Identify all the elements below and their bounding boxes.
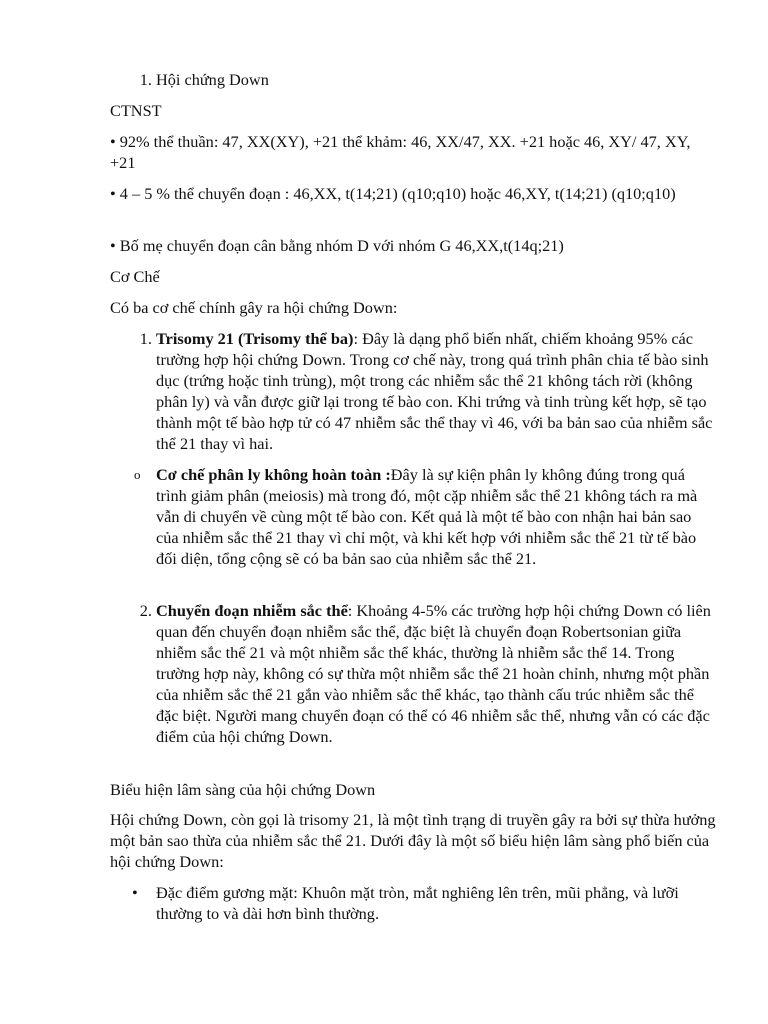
heading-number: 1.	[139, 70, 152, 89]
bullet-text: Đặc điểm gương mặt: Khuôn mặt tròn, mắt nghiêng lên trên, mũi phẳng, và lưỡi thường to và dài hơn bình thường.	[156, 883, 679, 923]
mechanism-item-1	[139, 328, 716, 454]
ctnst-label: CTNST	[110, 101, 162, 120]
item-term: Chuyển đoạn nhiễm sắc thể	[156, 601, 348, 620]
item-text: : Khoảng 4-5% các trường hợp hội chứng Down có liên quan đến chuyển đoạn nhiễm sắc thể, đặc biệt là chuyển đoạn Robertsonian giữa nhiễm sắc thể 21 và một nhiễm sắc thể khác, thường là nhiễm sắc thể 14. Trong trường hợp này, không có sự thừa một nhiễm sắc thể 21 hoàn chỉnh, nhưng một phần của nhiễm sắc thể 21 gắn vào nhiễm sắc thể khác, tạo thành cấu trúc nhiễm sắc thể đặc biệt. Người mang chuyển đoạn có thể có 46 nhiễm sắc thể, nhưng vẫn có các đặc điểm của hội chứng Down.	[156, 601, 711, 746]
subitem-term: Cơ chế phân ly không hoàn toàn :	[156, 465, 391, 484]
item-term: Trisomy 21 (Trisomy thể ba)	[156, 329, 354, 348]
item-number: 2.	[139, 601, 152, 620]
item-text: : Đây là dạng phổ biến nhất, chiếm khoảng 95% các trường hợp hội chứng Down. Trong cơ chế này, trong quá trình phân chia tế bào sinh dục (trứng hoặc tinh trùng), một trong các nhiễm sắc thể 21 không tách rời (không phân ly) và vẫn được giữ lại trong tế bào con. Khi trứng và tinh trùng kết hợp, sẽ tạo thành một tế bào hợp tử có 47 nhiễm sắc thể thay vì 46, với ba bản sao của nhiễm sắc thể 21 thay vì hai.	[156, 329, 713, 453]
ctnst-line-3: • Bố mẹ chuyển đoạn cân bằng nhóm D với nhóm G 46,XX,t(14q;21)	[110, 236, 564, 255]
circle-bullet-icon: o	[134, 467, 141, 482]
mechanism-item-2	[139, 600, 716, 747]
mechanism-intro: Có ba cơ chế chính gây ra hội chứng Down:	[110, 298, 398, 317]
subitem-text: Đây là sự kiện phân ly không đúng trong quá trình giảm phân (meiosis) mà trong đó, một cặp nhiễm sắc thể 21 không tách ra mà vẫn di chuyển về cùng một tế bào con. Kết quả là một tế bào con nhận hai bản sao của nhiễm sắc thể 21 thay vì chỉ một, và khi kết hợp với nhiễm sắc thể 21 từ tế bào đối diện, tổng cộng sẽ có ba bản sao của nhiễm sắc thể 21.	[156, 465, 698, 568]
clinical-bullet	[132, 882, 716, 924]
ctnst-line-2: • 4 – 5 % thể chuyển đoạn : 46,XX, t(14;21) (q10;q10) hoặc 46,XY, t(14;21) (q10;q10)	[110, 184, 676, 203]
mechanism-label: Cơ Chế	[110, 267, 160, 286]
mechanism-subitem	[134, 464, 716, 569]
clinical-intro: Hội chứng Down, còn gọi là trisomy 21, là một tình trạng di truyền gây ra bởi sự thừa hưởng một bản sao thừa của nhiễm sắc thể 21. Dưới đây là một số biểu hiện lâm sàng phổ biến của hội chứng Down:	[110, 810, 716, 871]
heading-text: Hội chứng Down	[156, 70, 269, 89]
section-heading	[139, 69, 716, 90]
ctnst-line-1: • 92% thể thuần: 47, XX(XY), +21 thể khảm: 46, XX/47, XX. +21 hoặc 46, XY/ 47, XY, +21	[110, 132, 691, 172]
bullet-icon: •	[132, 883, 138, 902]
item-number: 1.	[139, 329, 152, 348]
clinical-label: Biểu hiện lâm sàng của hội chứng Down	[110, 780, 376, 799]
